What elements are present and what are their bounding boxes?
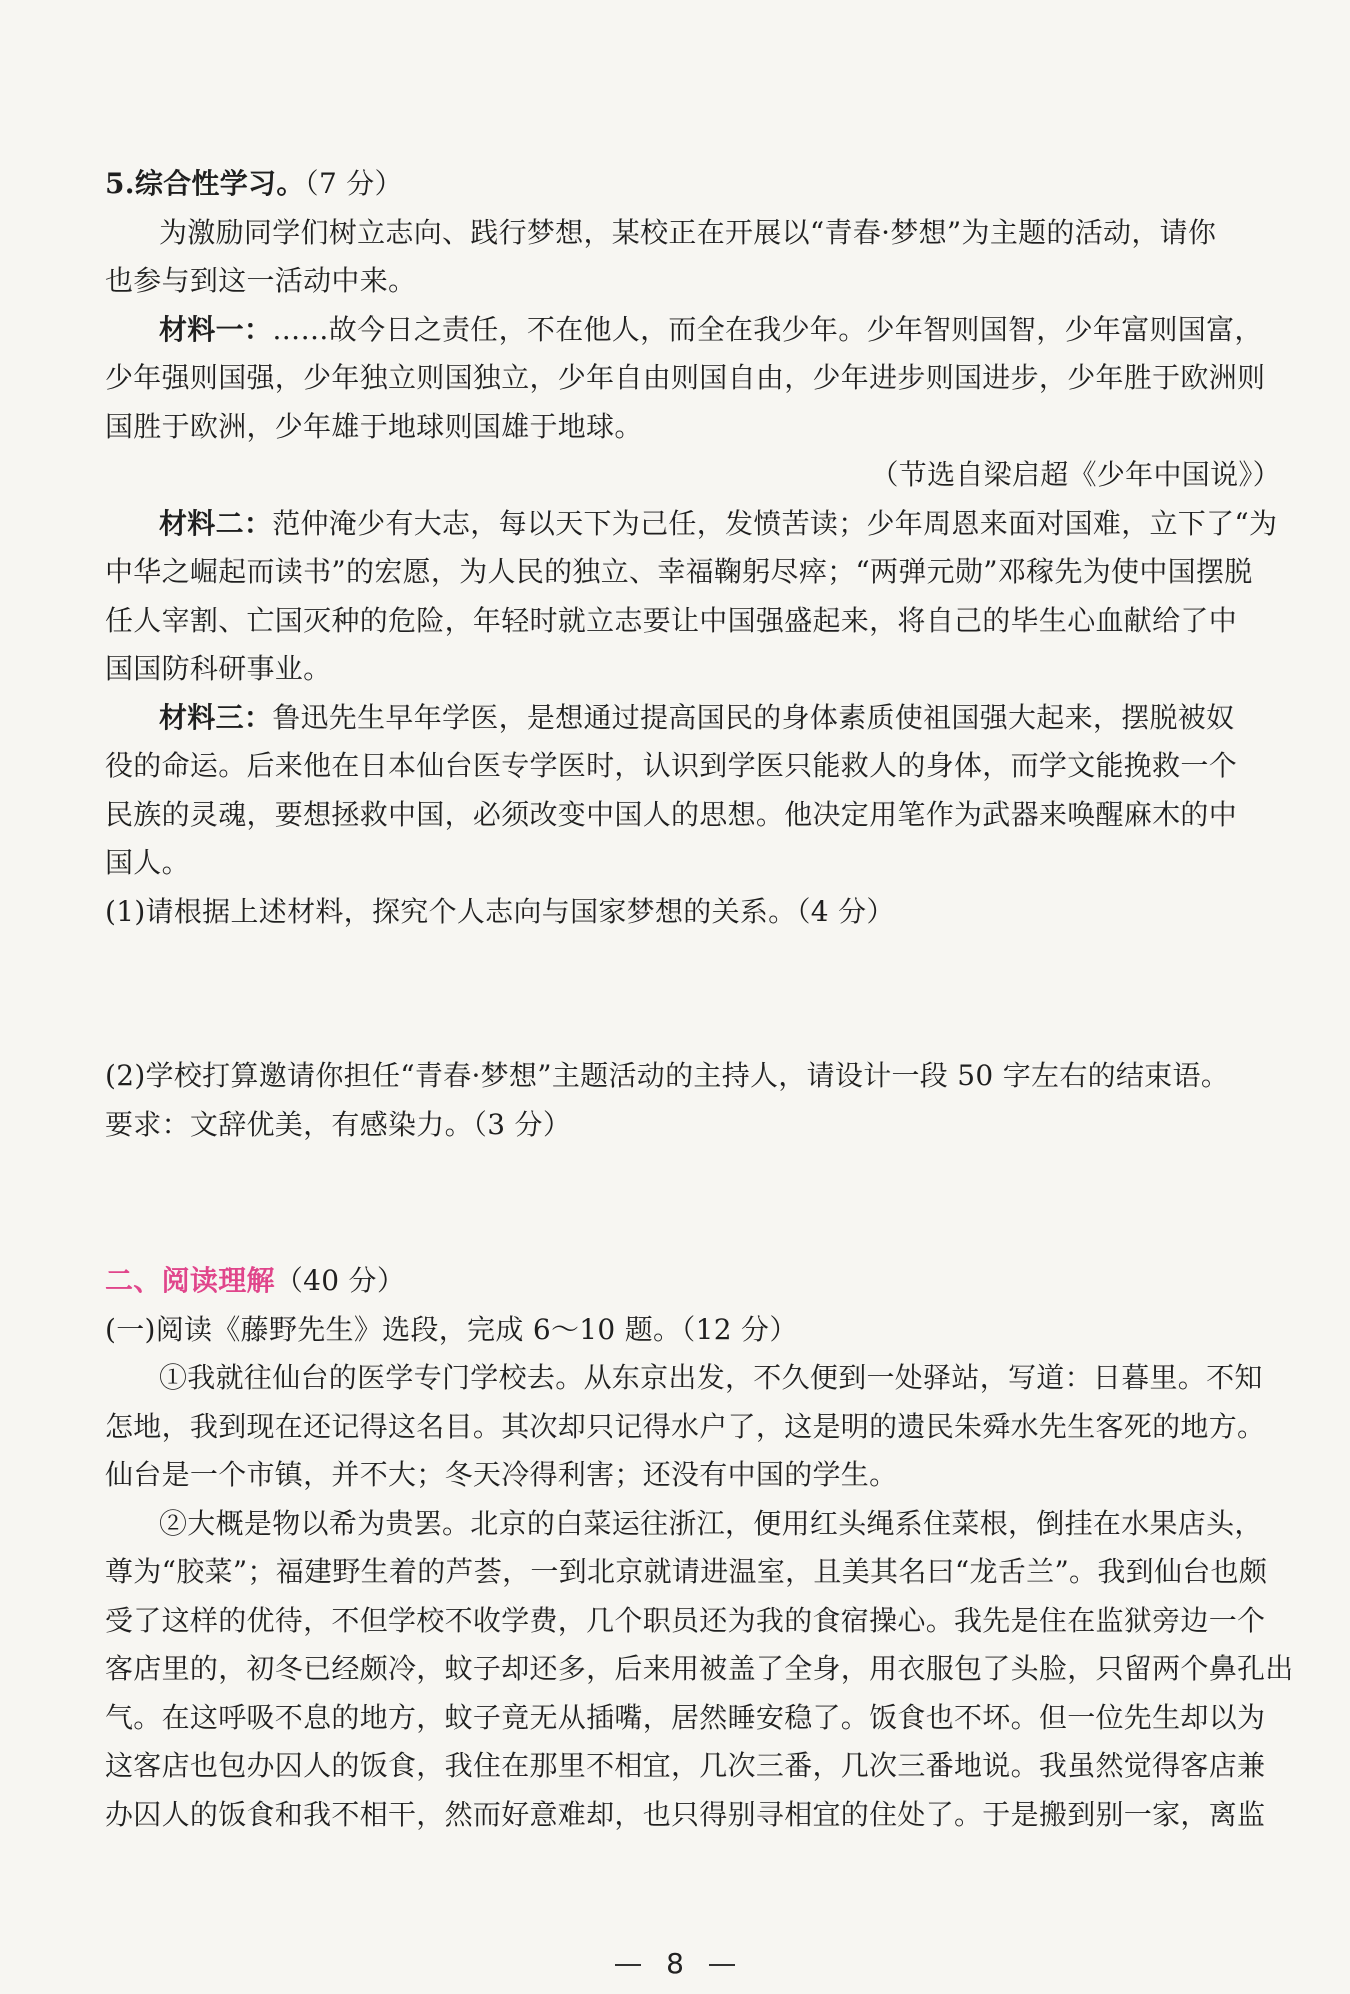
sub-question-2-line: (2)学校打算邀请你担任“青春·梦想”主题活动的主持人，请设计一段 50 字左右的结束语。 bbox=[105, 1059, 1230, 1092]
paragraph-2-line: 气。在这呼吸不息的地方，蚊子竟无从插嘴，居然睡安稳了。饭食也不坏。但一位先生却以为 bbox=[105, 1700, 1266, 1734]
paragraph-2-line: 尊为“胶菜”；福建野生着的芦荟，一到北京就请进温室，且美其名曰“龙舌兰”。我到仙台也颇 bbox=[105, 1555, 1268, 1588]
section-2-heading bbox=[105, 1257, 1283, 1306]
answer-space-1[interactable] bbox=[105, 936, 1283, 1052]
material-1-source: （节选自梁启超《少年中国说》） bbox=[870, 458, 1281, 491]
material-3-line: 国人。 bbox=[105, 846, 190, 879]
material-3-line: 民族的灵魂，要想拯救中国，必须改变中国人的思想。他决定用笔作为武器来唤醒麻木的中 bbox=[105, 797, 1238, 831]
material-3-line: 役的命运。后来他在日本仙台医专学医时，认识到学医只能救人的身体，而学文能挽救一个 bbox=[105, 749, 1238, 782]
section-2-title: 二、阅读理解 bbox=[105, 1264, 275, 1297]
sub-question-2-line: 要求：文辞优美，有感染力。（3 分） bbox=[105, 1107, 572, 1141]
material-1-line bbox=[105, 306, 1283, 355]
question-5-title bbox=[105, 160, 1283, 209]
material-2-line: 国国防科研事业。 bbox=[105, 652, 332, 685]
material-1-text: ……故今日之责任，不在他人，而全在我少年。少年智则国智，少年富则国富， bbox=[272, 312, 1263, 346]
material-1-line: 少年强则国强，少年独立则国独立，少年自由则国自由，少年进步则国进步，少年胜于欧洲则 bbox=[105, 361, 1266, 394]
page-content bbox=[105, 160, 1294, 1839]
page-number: 8 bbox=[666, 1947, 684, 1980]
paragraph-1-line: 仙台是一个市镇，并不大；冬天冷得利害；还没有中国的学生。 bbox=[105, 1458, 898, 1491]
material-2-line: 任人宰割、亡国灭种的危险，年轻时就立志要让中国强盛起来，将自己的毕生心血献给了中 bbox=[105, 603, 1238, 637]
question-5-intro-line: 也参与到这一活动中来。 bbox=[105, 264, 417, 297]
material-2-label: 材料二： bbox=[159, 506, 273, 540]
sub-question-1: (1)请根据上述材料，探究个人志向与国家梦想的关系。（4 分） bbox=[105, 894, 895, 928]
material-2-line: 中华之崛起而读书”的宏愿，为人民的独立、幸福鞠躬尽瘁；“两弹元勋”邓稼先为使中国摆脱 bbox=[105, 555, 1253, 588]
question-5-number: 5.综合性学习。 bbox=[105, 167, 305, 200]
footer-dash-left bbox=[615, 1964, 641, 1966]
paragraph-2-line: 客店里的，初冬已经颇冷，蚊子却还多，后来用被盖了全身，用衣服包了头脸，只留两个鼻孔出 bbox=[105, 1652, 1294, 1685]
paragraph-2-line: ②大概是物以希为贵罢。北京的白菜运往浙江，便用红头绳系住菜根，倒挂在水果店头， bbox=[159, 1506, 1263, 1540]
question-5-intro-line: 为激励同学们树立志向、践行梦想，某校正在开展以“青春·梦想”为主题的活动，请你 bbox=[159, 215, 1217, 249]
material-3-line bbox=[105, 694, 1283, 743]
paragraph-1-line: 怎地，我到现在还记得这名目。其次却只记得水户了，这是明的遗民朱舜水先生客死的地方。 bbox=[105, 1409, 1266, 1443]
footer-dash-right bbox=[709, 1964, 735, 1966]
material-3-label: 材料三： bbox=[159, 700, 273, 734]
paragraph-2-line: 受了这样的优待，不但学校不收学费，几个职员还为我的食宿操心。我先是住在监狱旁边一个 bbox=[105, 1603, 1266, 1637]
paragraph-2-line: 办囚人的饭食和我不相干，然而好意难却，也只得别寻相宜的住处了。于是搬到别一家，离监 bbox=[105, 1797, 1266, 1831]
material-1-line: 国胜于欧洲，少年雄于地球则国雄于地球。 bbox=[105, 409, 643, 443]
answer-space-2[interactable] bbox=[105, 1149, 1283, 1257]
material-3-text: 鲁迅先生早年学医，是想通过提高国民的身体素质使祖国强大起来，摆脱被奴 bbox=[272, 700, 1235, 734]
material-1-label: 材料一： bbox=[159, 312, 273, 346]
part-1-heading: (一)阅读《藤野先生》选段，完成 6～10 题。（12 分） bbox=[105, 1312, 798, 1346]
question-5-score: （7 分） bbox=[304, 167, 403, 200]
page-footer bbox=[0, 1947, 1350, 1981]
paragraph-1-line: ①我就往仙台的医学专门学校去。从东京出发，不久便到一处驿站，写道：日暮里。不知 bbox=[159, 1361, 1263, 1394]
material-2-text: 范仲淹少有大志，每以天下为己任，发愤苦读；少年周恩来面对国难，立下了“为 bbox=[272, 506, 1278, 540]
section-2-score: （40 分） bbox=[274, 1264, 406, 1297]
paragraph-2-line: 这客店也包办囚人的饭食，我住在那里不相宜，几次三番，几次三番地说。我虽然觉得客店兼 bbox=[105, 1749, 1266, 1782]
material-2-line bbox=[105, 500, 1283, 549]
